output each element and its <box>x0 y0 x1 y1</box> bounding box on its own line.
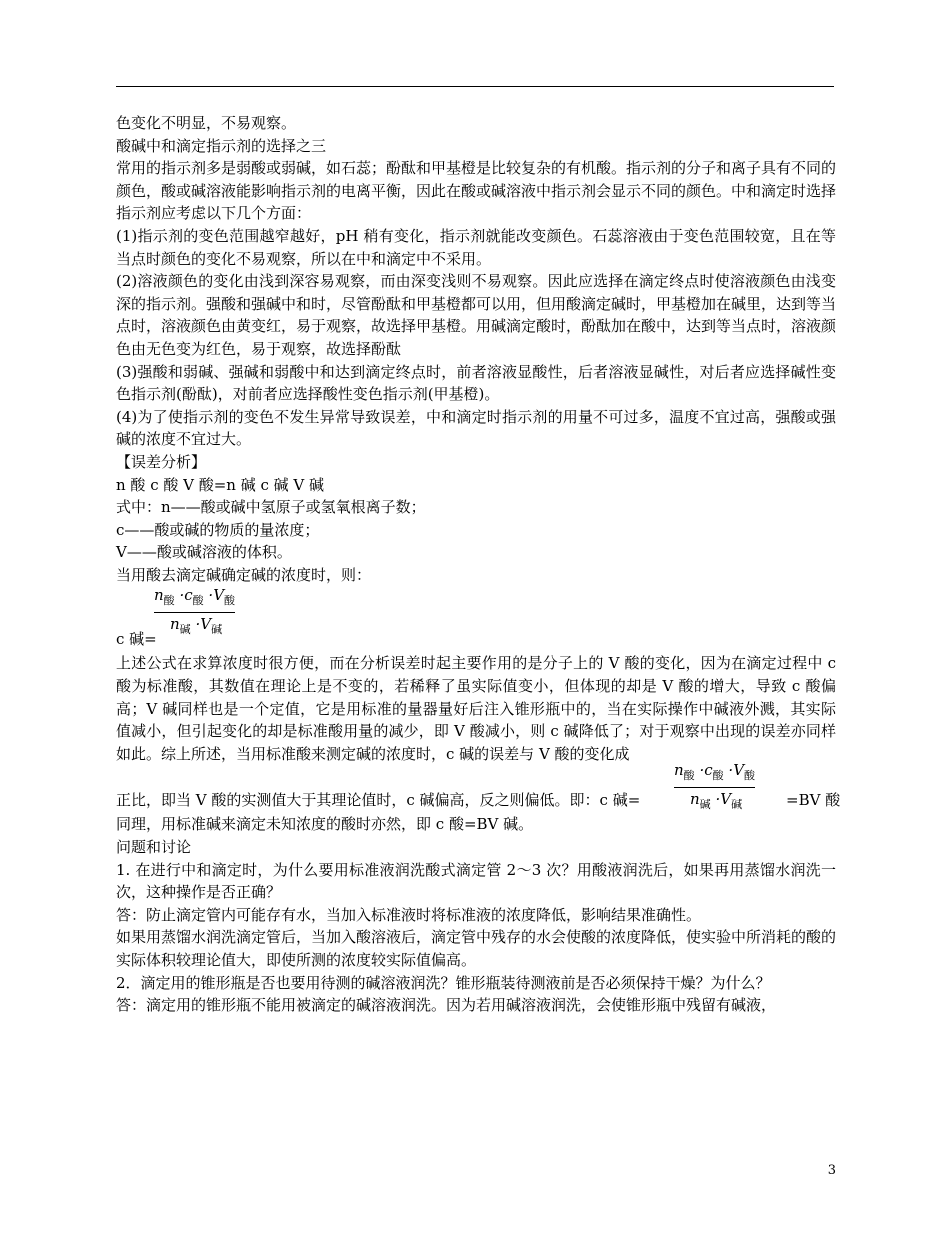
section-heading: 问题和讨论 <box>116 838 192 857</box>
list-item-3: (3)强酸和弱碱、强碱和弱酸中和达到滴定终点时，前者溶液显酸性，后者溶液显碱性，对后者应选择碱性变色指示剂(酚酞)，对前者应选择酸性变色指示剂(甲基橙)。 <box>116 362 836 404</box>
header-rule <box>116 86 834 87</box>
fraction-bar <box>154 612 235 613</box>
formula-lead-text: 正比，即当 V 酸的实测值大于其理论值时，c 碱偏高，反之则偏低。即：c 碱= <box>116 791 641 810</box>
paragraph: 当用酸去滴定碱确定碱的浓度时，则： <box>116 565 372 584</box>
answer-1: 答：防止滴定管内可能存有水，当加入标准液时将标准液的浓度降低，影响结果准确性。 <box>116 905 702 924</box>
section-heading: 酸碱中和滴定指示剂的选择之三 <box>116 136 327 155</box>
paragraph: c——酸或碱的物质的量浓度； <box>116 520 320 539</box>
paragraph: 式中：n——酸或碱中氢原子或氢氧根离子数； <box>116 498 426 517</box>
paragraph: 同理，用标准碱来滴定未知浓度的酸时亦然，即 c 酸=BV 碱。 <box>116 815 534 834</box>
formula-lhs: c 碱= <box>116 630 157 649</box>
list-item-1: (1)指示剂的变色范围越窄越好，pH 稍有变化，指示剂就能改变颜色。石蕊溶液由于变色范围较宽，且在等当点时颜色的变化不易观察，所以在中和滴定中不采用。 <box>116 226 836 268</box>
answer-2: 答：滴定用的锥形瓶不能用被滴定的碱溶液润洗。因为若用碱溶液润洗，会使锥形瓶中残留有碱液， <box>116 996 777 1015</box>
fraction-denominator: $n_碱 \cdot V_碱$ <box>690 790 743 812</box>
list-item-2: (2)溶液颜色的变化由浅到深容易观察，而由深变浅则不易观察。因此应选择在滴定终点时使溶液颜色由浅变深的指示剂。强酸和强碱中和时，尽管酚酞和甲基橙都可以用，但用酸滴定碱时，甲基橙加在碱里，达到等当点时，溶液颜色由黄变红，易于观察，故选择甲基橙。用碱滴定酸时，酚酞加在酸中，达到等当点时，溶液颜色由无色变为红色，易于观察，故选择酚酞 <box>116 272 837 358</box>
document-body <box>116 112 841 1017</box>
paragraph: 常用的指示剂多是弱酸或弱碱，如石蕊；酚酞和甲基橙是比较复杂的有机酸。指示剂的分子和离子具有不同的颜色，酸或碱溶液能影响指示剂的电离平衡，因此在酸或碱溶液中指示剂会显示不同的颜色。中和滴定时选择指示剂应考虑以下几个方面： <box>116 159 837 223</box>
formula-tail-text: =BV 酸 <box>786 791 841 810</box>
fraction <box>674 761 755 814</box>
formula-block-1 <box>116 586 836 652</box>
fraction-bar <box>674 787 755 788</box>
paragraph: 如果用蒸馏水润洗滴定管后，当加入酸溶液后，滴定管中残存的水会使酸的浓度降低，使实验中所消耗的酸的实际体积较理论值大，即使所测的浓度较实际值偏高。 <box>116 928 837 969</box>
paragraph: V——酸或碱溶液的体积。 <box>116 543 292 562</box>
fraction <box>154 586 235 639</box>
question-1: 1. 在进行中和滴定时，为什么要用标准液润洗酸式滴定管 2～3 次？用酸液润洗后，如果再用蒸馏水润洗一次，这种操作是否正确？ <box>116 860 836 902</box>
fraction-denominator: $n_碱 \cdot V_碱$ <box>170 615 223 637</box>
paragraph: 上述公式在求算浓度时很方便，而在分析误差时起主要作用的是分子上的 V 酸的变化，因为在滴定过程中 c 酸为标准酸，其数值在理论上是不变的，若稀释了虽实际值变小，但体现的却是 V 酸的增大，导致 c 酸偏高；V 碱同样也是一个定值，它是用标准的量器量好后注入锥形瓶中的，当在实际操作中碱液外溅，其实际值减小，但引起变化的却是标准酸用量的减少，即 V 酸减小，则 c 碱降低了；对于观察中出现的误差亦同样如此。综上所述，当用标准酸来测定碱的浓度时，c 碱的误差与 V 酸的变化成 <box>116 654 836 763</box>
page-number: 3 <box>827 1163 836 1178</box>
formula-block-2 <box>116 761 841 813</box>
paragraph: 色变化不明显，不易观察。 <box>116 114 297 132</box>
list-item-4: (4)为了使指示剂的变色不发生异常导致误差，中和滴定时指示剂的用量不可过多，温度不宜过高，强酸或强碱的浓度不宜过大。 <box>116 407 836 449</box>
fraction-numerator: $n_酸 \cdot c_酸 \cdot V_酸$ <box>154 586 236 608</box>
section-heading: 【误差分析】 <box>116 452 207 471</box>
fraction-numerator: $n_酸 \cdot c_酸 \cdot V_酸$ <box>674 761 756 783</box>
question-2: 2．滴定用的锥形瓶是否也要用待测的碱溶液润洗？锥形瓶装待测液前是否必须保持干燥？为什么？ <box>116 973 771 992</box>
equation-text: n 酸 c 酸 V 酸=n 碱 c 碱 V 碱 <box>116 475 325 494</box>
